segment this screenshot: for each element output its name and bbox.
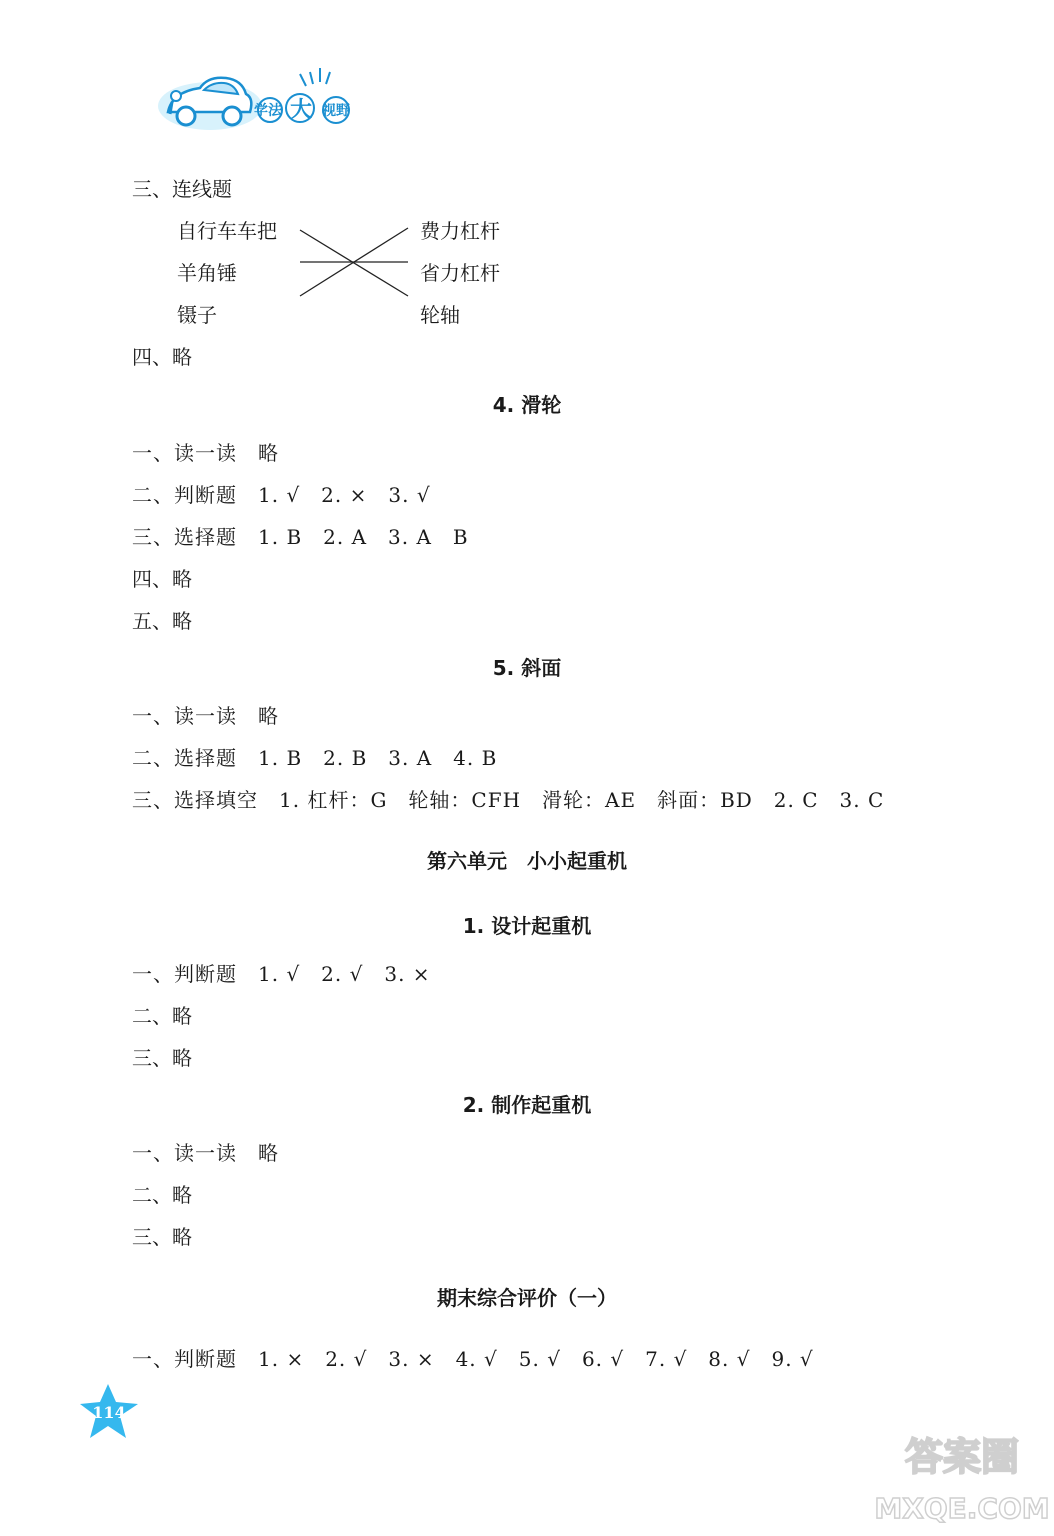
- watermark: [872, 1420, 1052, 1530]
- page-number-badge: [78, 1382, 144, 1442]
- u6s1-line-2: 二、略: [132, 1004, 192, 1028]
- watermark-top: 答案圈: [904, 1435, 1020, 1479]
- u6s2-line-3: 三、略: [132, 1225, 192, 1249]
- s4-line-2: 二、判断题 1. √ 2. × 3. √: [132, 483, 431, 507]
- u6s1-line-3: 三、略: [132, 1046, 192, 1070]
- match-right-1: 费力杠杆: [420, 219, 500, 243]
- s4-line-3: 三、选择题 1. B 2. A 3. A B: [132, 525, 469, 549]
- match-left-3: 镊子: [177, 303, 217, 327]
- s5-line-1: 一、读一读 略: [132, 704, 279, 728]
- match-left-1: 自行车车把: [177, 219, 277, 243]
- s5-line-2: 二、选择题 1. B 2. B 3. A 4. B: [132, 746, 498, 770]
- watermark-bottom: MXQE.COM: [874, 1492, 1050, 1525]
- header-logo: [150, 62, 390, 142]
- page-number: 114: [92, 1403, 126, 1422]
- u6s2-line-1: 一、读一读 略: [132, 1141, 279, 1165]
- s4-line-5: 五、略: [132, 609, 192, 633]
- match-right-3: 轮轴: [420, 303, 460, 327]
- section-4-heading: 4. 滑轮: [492, 393, 562, 417]
- match-after: 四、略: [132, 345, 192, 369]
- star-icon: [78, 1382, 144, 1442]
- logo-text-2: 大: [290, 98, 313, 123]
- match-lines: [290, 220, 420, 310]
- u6s2-line-2: 二、略: [132, 1183, 192, 1207]
- watermark-icon: [872, 1420, 1052, 1530]
- car-logo-icon: [150, 62, 390, 142]
- u6s2-heading: 2. 制作起重机: [462, 1093, 592, 1117]
- unit-6-heading: 第六单元 小小起重机: [427, 849, 627, 873]
- logo-text-3: 视野: [322, 103, 350, 119]
- match-title: 三、连线题: [132, 177, 232, 201]
- s4-line-4: 四、略: [132, 567, 192, 591]
- s5-line-3: 三、选择填空 1. 杠杆：G 轮轴：CFH 滑轮：AE 斜面：BD 2. C 3. C: [132, 788, 885, 812]
- match-left-2: 羊角锤: [177, 261, 237, 285]
- match-right-2: 省力杠杆: [420, 261, 500, 285]
- u6s1-heading: 1. 设计起重机: [462, 914, 592, 938]
- s4-line-1: 一、读一读 略: [132, 441, 279, 465]
- u6s1-line-1: 一、判断题 1. √ 2. √ 3. ×: [132, 962, 431, 986]
- final-line-1: 一、判断题 1. × 2. √ 3. × 4. √ 5. √ 6. √ 7. √ 8. √ 9. √: [132, 1347, 814, 1371]
- logo-text-1: 学法: [254, 103, 282, 119]
- section-5-heading: 5. 斜面: [492, 656, 562, 680]
- final-heading: 期末综合评价（一）: [437, 1286, 617, 1310]
